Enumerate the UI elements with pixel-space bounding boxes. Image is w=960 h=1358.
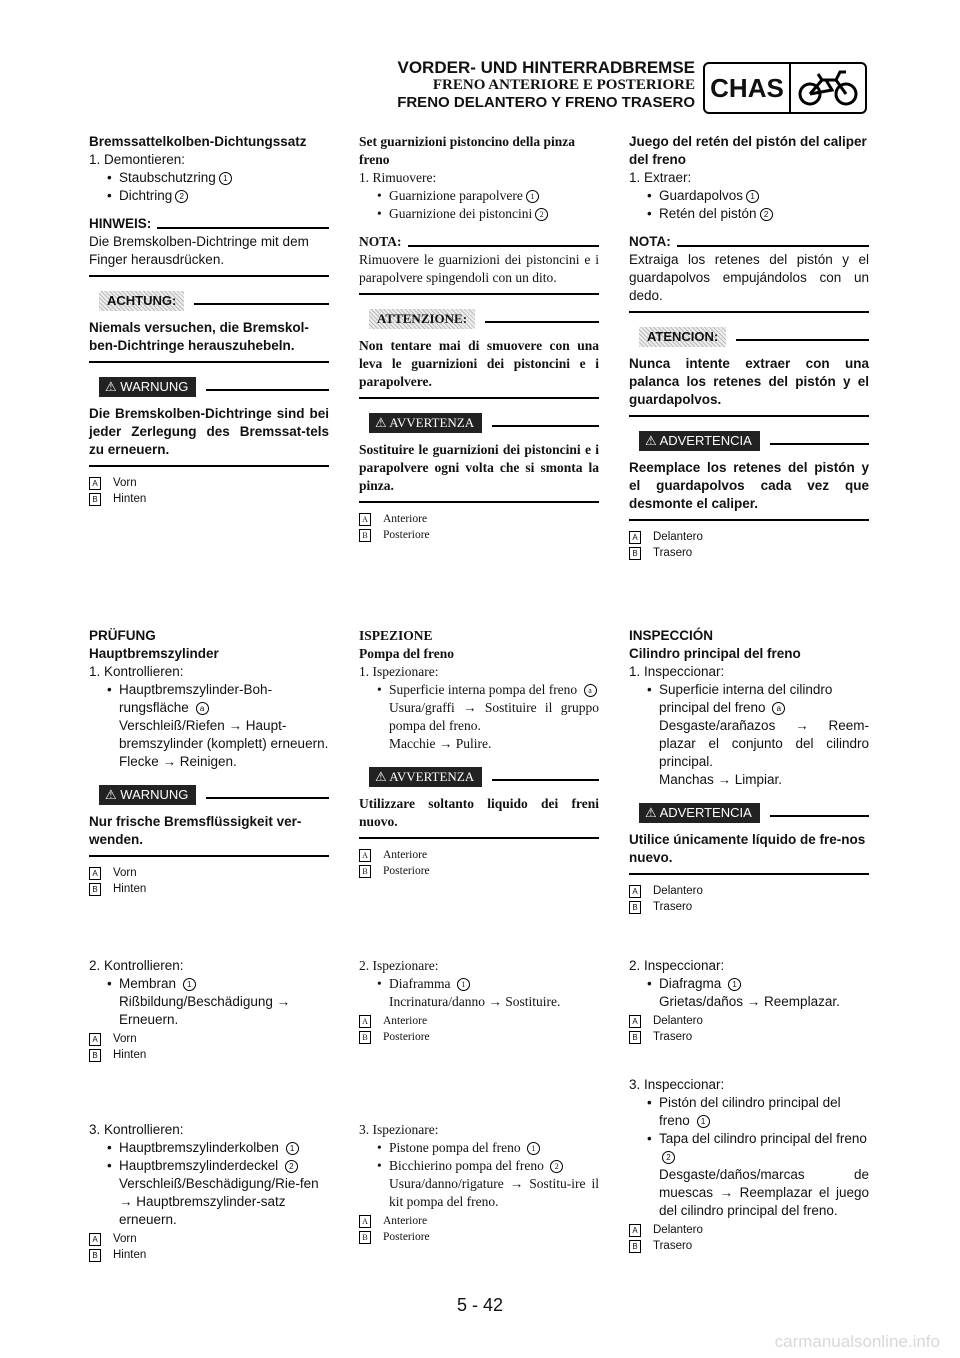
column-de-inspection <box>89 627 329 897</box>
warning-triangle-icon: ⚠ <box>375 769 390 784</box>
column-it-step2 <box>359 957 599 1045</box>
legend: A Vorn B Hinten <box>89 475 329 507</box>
caution-label: ATENCION: <box>639 327 726 347</box>
section-subtitle: Pompa del freno <box>359 646 454 661</box>
header-title-it: FRENO ANTERIORE E POSTERIORE <box>432 77 695 93</box>
list-item: • Diaframma 1 <box>359 975 599 993</box>
legend: A Vorn B Hinten <box>89 1231 329 1263</box>
warning-triangle-icon: ⚠ <box>105 787 121 802</box>
column-es-inspection <box>629 627 869 915</box>
column-es-step3 <box>629 1076 869 1254</box>
list-item: • Hauptbremszylinder-Boh-rungsfläche a <box>107 682 273 715</box>
step: 2. Inspeccionar: <box>629 958 725 973</box>
step: 1. Extraer: <box>629 170 692 185</box>
warning-label: ⚠ AVVERTENZA <box>369 413 482 433</box>
warning-text: Nur frische Bremsflüssigkeit ver-wenden. <box>89 814 302 847</box>
list-detail: Flecke → Reinigen. <box>119 754 237 769</box>
caution-box <box>359 309 599 399</box>
caution-box <box>89 291 329 363</box>
callout-1: 1 <box>219 172 232 185</box>
list-detail: Verschleiß/Riefen → Haupt-bremszylinder (komplett) erneuern. <box>119 718 329 751</box>
list-item: • Hauptbremszylinderdeckel 2 <box>89 1157 329 1175</box>
warning-label: ⚠ WARNUNG <box>99 785 196 805</box>
list-detail: Grietas/daños → Reemplazar. <box>659 994 840 1009</box>
warning-label: ⚠ WARNUNG <box>99 377 196 397</box>
section-subtitle: Cilindro principal del freno <box>629 646 801 661</box>
legend: A Delantero B Trasero <box>629 1013 869 1045</box>
section-title: Juego del retén del pistón del caliper del freno <box>629 134 867 167</box>
hint-text: Die Bremskolben-Dichtringe mit dem Finger herausdrücken. <box>89 234 309 267</box>
watermark: carmanualsonline.info <box>774 1332 940 1351</box>
column-de-disassembly <box>89 133 329 507</box>
legend: A Anteriore B Posteriore <box>359 1213 599 1245</box>
column-de-step2 <box>89 957 329 1063</box>
warning-box <box>89 377 329 467</box>
column-de-step3 <box>89 1121 329 1263</box>
legend: A Delantero B Trasero <box>629 1222 869 1254</box>
section-subtitle: Hauptbremszylinder <box>89 646 219 661</box>
section-title: Bremssattelkolben-Dichtungssatz <box>89 134 307 149</box>
caution-label: ACHTUNG: <box>99 291 184 311</box>
list-item: • Pistón del cilindro principal del freno 1 <box>647 1095 841 1128</box>
section-title: Set guarnizioni pistoncino della pinza freno <box>359 134 576 167</box>
list-detail: Usura/danno/rigature → Sostitu-ire il kit pompa del freno. <box>389 1176 599 1209</box>
section-code: CHAS <box>705 64 791 112</box>
caution-text: Nunca intente extraer con una palanca los retenes del pistón y el guardapolvos. <box>629 356 869 407</box>
hint-label: NOTA: <box>359 233 599 251</box>
step: 3. Ispezionare: <box>359 1122 439 1137</box>
hint-box <box>89 215 329 277</box>
list-item: • Membran 1 <box>89 975 329 993</box>
motorcycle-icon <box>791 64 865 112</box>
warning-triangle-icon: ⚠ <box>645 433 660 448</box>
list-item: • Superficie interna del cilindro principal del freno a <box>647 682 833 715</box>
list-item: • Guardapolvos 1 <box>629 187 869 205</box>
step: 3. Inspeccionar: <box>629 1077 725 1092</box>
warning-label: ⚠ ADVERTENCIA <box>639 803 760 823</box>
legend: A Delantero B Trasero <box>629 529 869 561</box>
caution-box <box>629 327 869 417</box>
section-title: ISPEZIONE <box>359 628 433 643</box>
step: 1. Ispezionare: <box>359 664 439 679</box>
list-item: • Bicchierino pompa del freno 2 <box>359 1157 599 1175</box>
caution-text: Niemals versuchen, die Bremskol-ben-Dichtringe herauszuhebeln. <box>89 320 309 353</box>
step: 2. Kontrollieren: <box>89 958 184 973</box>
list-item: • Diafragma 1 <box>629 975 869 993</box>
warning-box <box>629 431 869 521</box>
hint-label: HINWEIS: <box>89 215 329 233</box>
legend: A Vorn B Hinten <box>89 865 329 897</box>
legend: A Anteriore B Posteriore <box>359 511 599 543</box>
warning-triangle-icon: ⚠ <box>105 379 121 394</box>
legend: A Anteriore B Posteriore <box>359 1013 599 1045</box>
section-badge <box>703 62 867 114</box>
page-number: 5 - 42 <box>456 1295 504 1315</box>
section-title: INSPECCIÓN <box>629 628 714 643</box>
hint-box <box>629 233 869 313</box>
warning-triangle-icon: ⚠ <box>645 805 660 820</box>
hint-box <box>359 233 599 295</box>
column-es-step2 <box>629 957 869 1045</box>
section-title: PRÜFUNG <box>89 628 156 643</box>
column-it-step3 <box>359 1121 599 1245</box>
warning-box <box>359 767 599 839</box>
list-item: • Pistone pompa del freno 1 <box>359 1139 599 1157</box>
column-it-inspection <box>359 627 599 879</box>
list-detail: Manchas → Limpiar. <box>659 772 783 787</box>
step: 2. Ispezionare: <box>359 958 439 973</box>
caution-label: ATTENZIONE: <box>369 309 475 329</box>
warning-box <box>359 413 599 503</box>
warning-text: Utilice únicamente líquido de fre-nos nuevo. <box>629 832 866 865</box>
list-item: • Guarnizione dei pistoncini 2 <box>359 205 599 223</box>
warning-label: ⚠ ADVERTENCIA <box>639 431 760 451</box>
warning-text: Die Bremskolben-Dichtringe sind bei jeder Zerlegung des Bremssat-tels zu erneuern. <box>89 406 329 457</box>
page-header <box>397 58 695 111</box>
list-detail: Usura/graffi → Sostituire il gruppo pompa del freno. <box>389 700 599 733</box>
list-detail: Verschleiß/Beschädigung/Rie-fen → Hauptbremszylinder-satz erneuern. <box>119 1176 319 1227</box>
list-item: • Retén del pistón 2 <box>629 205 869 223</box>
callout-a: a <box>196 702 209 715</box>
callout-2: 2 <box>175 190 188 203</box>
list-item: • Dichtring 2 <box>89 187 329 205</box>
list-detail: Desgaste/arañazos → Reem-plazar el conjunto del cilindro principal. <box>659 718 869 769</box>
list-item: • Hauptbremszylinderkolben 1 <box>89 1139 329 1157</box>
header-title-es: FRENO DELANTERO Y FRENO TRASERO <box>397 94 695 111</box>
warning-box <box>629 803 869 875</box>
column-es-disassembly <box>629 133 869 561</box>
header-title-de: VORDER- UND HINTERRADBREMSE <box>397 58 695 77</box>
list-item: • Guarnizione parapolvere 1 <box>359 187 599 205</box>
step: 1. Inspeccionar: <box>629 664 725 679</box>
list-detail: Macchie → Pulire. <box>389 736 492 751</box>
column-it-disassembly <box>359 133 599 543</box>
step: 1. Kontrollieren: <box>89 664 184 679</box>
hint-label: NOTA: <box>629 233 869 251</box>
caution-text: Non tentare mai di smuovere con una leva le guarnizioni dei pistoncini e i parapolvere. <box>359 338 599 389</box>
legend: A Delantero B Trasero <box>629 883 869 915</box>
list-detail: Incrinatura/danno → Sostituire. <box>389 994 561 1009</box>
warning-text: Reemplace los retenes del pistón y el guardapolvos cada vez que desmonte el caliper. <box>629 460 869 511</box>
list-item: • Superficie interna pompa del freno a <box>359 681 599 699</box>
warning-label: ⚠ AVVERTENZA <box>369 767 482 787</box>
list-item: • Staubschutzring 1 <box>89 169 329 187</box>
legend: A Anteriore B Posteriore <box>359 847 599 879</box>
list-detail: Rißbildung/Beschädigung → Erneuern. <box>119 994 291 1027</box>
hint-text: Extraiga los retenes del pistón y el guardapolvos empujándolos con un dedo. <box>629 252 869 303</box>
step: 1. Demontieren: <box>89 152 186 167</box>
warning-text: Sostituire le guarnizioni dei pistoncini e i parapolvere ogni volta che si smonta la pinza. <box>359 442 599 493</box>
warning-triangle-icon: ⚠ <box>375 415 390 430</box>
legend: A Vorn B Hinten <box>89 1031 329 1063</box>
list-item: • Tapa del cilindro principal del freno 2 <box>647 1131 867 1162</box>
step: 3. Kontrollieren: <box>89 1122 184 1137</box>
step: 1. Rimuovere: <box>359 170 437 185</box>
warning-text: Utilizzare soltanto liquido dei freni nuovo. <box>359 796 599 829</box>
hint-text: Rimuovere le guarnizioni dei pistoncini e i parapolvere spingendoli con un dito. <box>359 252 599 285</box>
warning-box <box>89 785 329 857</box>
list-detail: Desgaste/daños/marcas de muescas → Reemplazar el juego del cilindro principal del freno. <box>659 1167 869 1218</box>
